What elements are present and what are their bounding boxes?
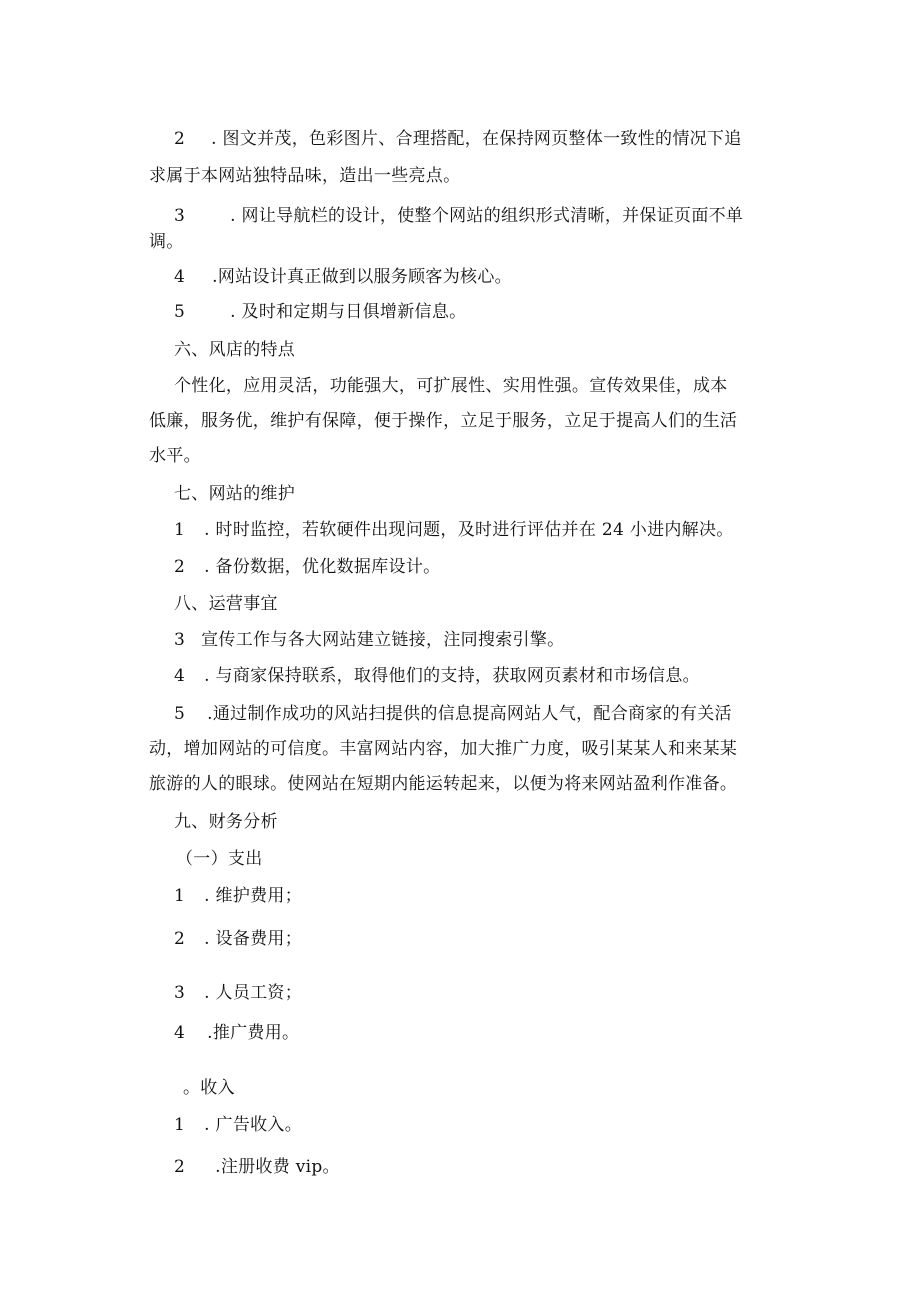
list-number: 1 bbox=[174, 1115, 186, 1135]
list-text: . 备份数据，优化数据库设计。 bbox=[204, 557, 441, 577]
income-item bbox=[174, 1155, 340, 1179]
list-number: 2 bbox=[174, 929, 186, 949]
list-text: . 网让导航栏的设计，使整个网站的组织形式清晰，并保证页面不单 bbox=[230, 206, 744, 226]
list-number: 1 bbox=[174, 520, 186, 540]
list-item-2-continuation: 求属于本网站独特品味，造出一些亮点。 bbox=[149, 166, 461, 186]
list-text: 宣传工作与各大网站建立链接，注同搜索引擎。 bbox=[201, 630, 565, 650]
expense-item bbox=[174, 1021, 299, 1045]
income-item bbox=[174, 1113, 302, 1137]
paragraph-line: 低廉，服务优，维护有保障，便于操作，立足于服务，立足于提高人们的生活 bbox=[149, 411, 738, 431]
list-item bbox=[174, 555, 440, 579]
section-heading-7: 七、网站的维护 bbox=[174, 484, 296, 504]
list-number: 1 bbox=[174, 886, 186, 906]
list-item-4 bbox=[174, 265, 512, 289]
section-heading-8: 八、运营事宜 bbox=[174, 594, 278, 614]
list-number: 2 bbox=[174, 129, 186, 149]
expense-item bbox=[174, 927, 302, 951]
list-number: 3 bbox=[174, 630, 186, 650]
list-number: 4 bbox=[174, 666, 186, 686]
section-heading-9: 九、财务分析 bbox=[174, 812, 278, 832]
list-item bbox=[174, 664, 700, 688]
list-text: .注册收费 vip。 bbox=[215, 1157, 340, 1177]
list-item bbox=[174, 702, 732, 726]
paragraph-line: 旅游的人的眼球。使网站在短期内能运转起来，以便为将来网站盈利作准备。 bbox=[149, 774, 738, 794]
list-item-5 bbox=[174, 300, 466, 324]
list-text: . 及时和定期与日俱增新信息。 bbox=[230, 302, 467, 322]
subheading-income: 。收入 bbox=[183, 1078, 235, 1098]
list-number: 3 bbox=[174, 206, 186, 226]
list-text: . 广告收入。 bbox=[204, 1115, 303, 1135]
list-text: . 人员工资； bbox=[204, 983, 303, 1003]
list-number: 3 bbox=[174, 983, 186, 1003]
expense-item bbox=[174, 884, 302, 908]
list-number: 4 bbox=[174, 1023, 186, 1043]
subheading-expenses: （一）支出 bbox=[176, 849, 263, 869]
list-number: 4 bbox=[174, 267, 186, 287]
section-heading-6: 六、风店的特点 bbox=[174, 340, 296, 360]
list-text: . 与商家保持联系，取得他们的支持，获取网页素材和市场信息。 bbox=[204, 666, 700, 686]
list-text: . 维护费用； bbox=[204, 886, 303, 906]
paragraph-line: 水平。 bbox=[149, 446, 201, 466]
list-text: . 时时监控，若软硬件出现问题，及时进行评估并在 24 小进内解决。 bbox=[204, 520, 734, 540]
list-item bbox=[174, 628, 564, 652]
list-item bbox=[174, 518, 734, 542]
list-item-3 bbox=[174, 204, 743, 228]
list-number: 2 bbox=[174, 557, 186, 577]
paragraph-line: 个性化，应用灵活，功能强大，可扩展性、实用性强。宣传效果佳，成本 bbox=[174, 376, 728, 396]
list-text: . 设备费用； bbox=[204, 929, 303, 949]
list-number: 5 bbox=[174, 704, 186, 724]
list-number: 5 bbox=[174, 302, 186, 322]
list-number: 2 bbox=[174, 1157, 186, 1177]
list-text: .网站设计真正做到以服务顾客为核心。 bbox=[212, 267, 512, 287]
list-text: . 图文并茂，色彩图片、合理搭配，在保持网页整体一致性的情况下追 bbox=[211, 129, 742, 149]
list-item-2 bbox=[174, 127, 742, 151]
list-text: .推广费用。 bbox=[207, 1023, 300, 1043]
list-text: .通过制作成功的风站扫提供的信息提高网站人气，配合商家的有关活 bbox=[207, 704, 732, 724]
expense-item bbox=[174, 981, 302, 1005]
list-item-3-continuation: 调。 bbox=[149, 232, 184, 252]
paragraph-line: 动，增加网站的可信度。丰富网站内容，加大推广力度，吸引某某人和来某某 bbox=[149, 739, 738, 759]
